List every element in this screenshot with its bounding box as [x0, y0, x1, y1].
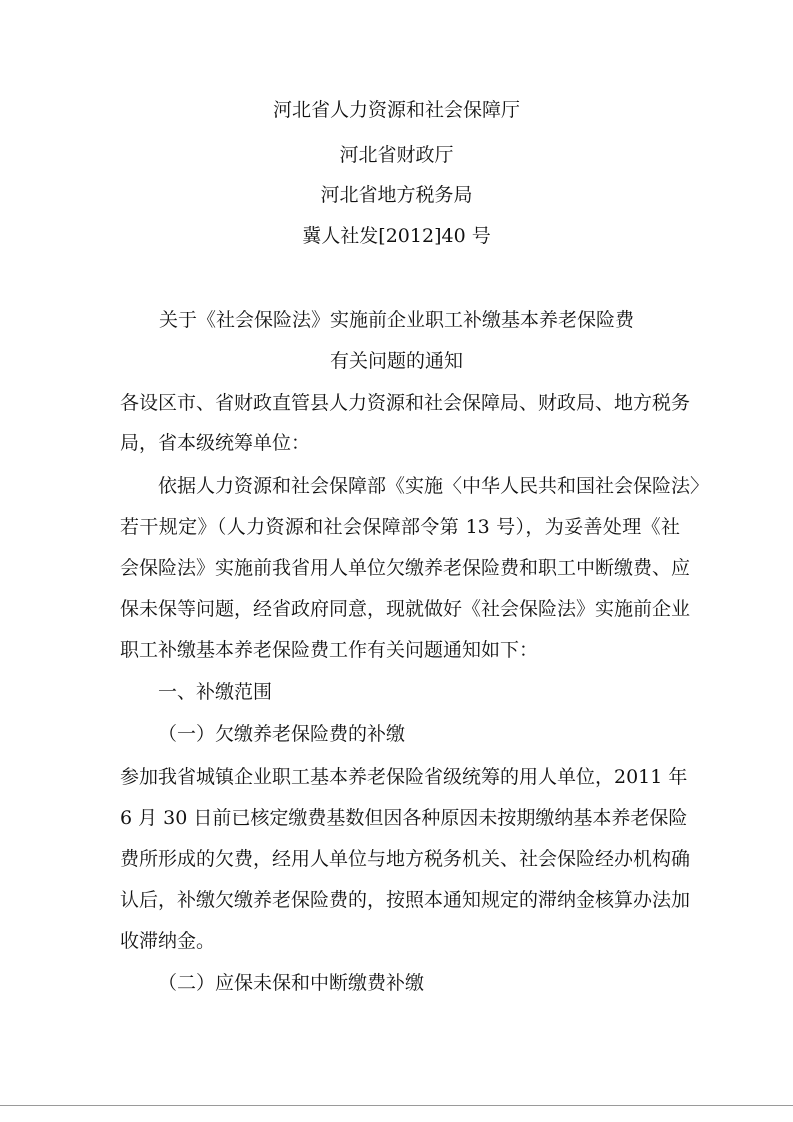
- document-number: 冀人社发[2012]40 号: [302, 225, 491, 247]
- page-bottom-divider: [0, 1105, 793, 1106]
- intro-line-5: 职工补缴基本养老保险费工作有关问题通知如下：: [120, 639, 539, 661]
- subsection-1-line-4: 认后，补缴欠缴养老保险费的，按照本通知规定的滞纳金核算办法加: [120, 889, 691, 911]
- addressee-line-2: 局，省本级统筹单位：: [120, 432, 311, 454]
- issuer-2: 河北省财政厅: [339, 144, 454, 166]
- intro-line-2: 若干规定》（人力资源和社会保障部令第 13 号），为妥善处理《社: [120, 516, 680, 538]
- subsection-1-line-1: 参加我省城镇企业职工基本养老保险省级统筹的用人单位，2011 年: [120, 766, 688, 788]
- subsection-1-line-3: 费所形成的欠费，经用人单位与地方税务机关、社会保险经办机构确: [120, 848, 691, 870]
- intro-line-3: 会保险法》实施前我省用人单位欠缴养老保险费和职工中断缴费、应: [120, 557, 691, 579]
- subsection-1-line-2: 6 月 30 日前已核定缴费基数但因各种原因未按期缴纳基本养老保险: [120, 807, 688, 829]
- subsection-1-line-5: 收滞纳金。: [120, 930, 216, 952]
- subsection-2-heading: （二）应保未保和中断缴费补缴: [158, 972, 425, 994]
- issuer-1: 河北省人力资源和社会保障厅: [272, 99, 520, 121]
- title-line-2: 有关问题的通知: [329, 350, 463, 372]
- subsection-1-heading: （一）欠缴养老保险费的补缴: [158, 723, 406, 745]
- section-1-heading: 一、补缴范围: [158, 681, 273, 703]
- title-line-1: 关于《社会保险法》实施前企业职工补缴基本养老保险费: [158, 309, 634, 331]
- intro-line-1: 依据人力资源和社会保障部《实施〈中华人民共和国社会保险法〉: [158, 475, 710, 497]
- intro-line-4: 保未保等问题，经省政府同意，现就做好《社会保险法》实施前企业: [120, 598, 691, 620]
- addressee-line-1: 各设区市、省财政直管县人力资源和社会保障局、财政局、地方税务: [120, 392, 691, 414]
- issuer-3: 河北省地方税务局: [320, 184, 473, 206]
